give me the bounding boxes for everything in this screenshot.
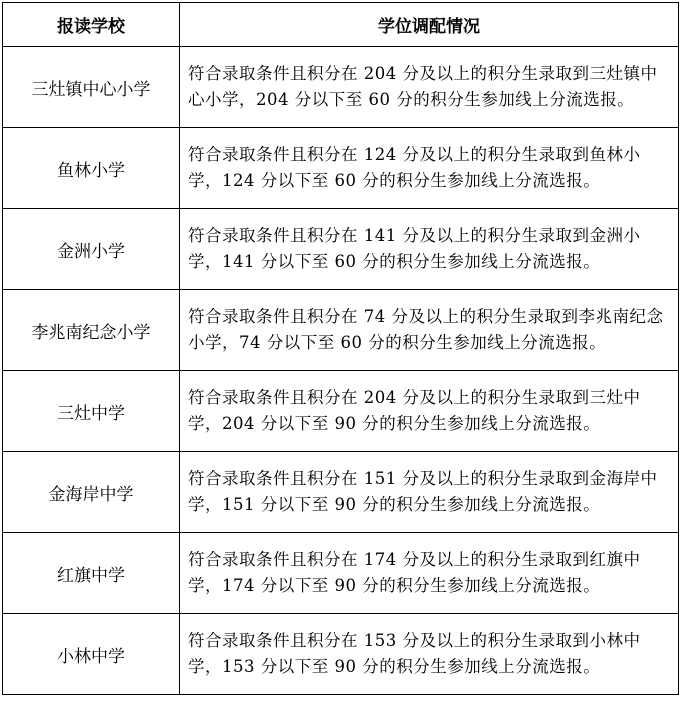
allocation-detail-cell: 符合录取条件且积分在 204 分及以上的积分生录取到三灶中学，204 分以下至 90 分的积分生参加线上分流选报。 (180, 371, 679, 452)
allocation-detail-cell: 符合录取条件且积分在 151 分及以上的积分生录取到金海岸中学，151 分以下至 90 分的积分生参加线上分流选报。 (180, 452, 679, 533)
allocation-detail-cell: 符合录取条件且积分在 124 分及以上的积分生录取到鱼林小学，124 分以下至 60 分的积分生参加线上分流选报。 (180, 128, 679, 209)
allocation-detail-cell: 符合录取条件且积分在 204 分及以上的积分生录取到三灶镇中心小学，204 分以下至 60 分的积分生参加线上分流选报。 (180, 47, 679, 128)
allocation-detail-cell: 符合录取条件且积分在 74 分及以上的积分生录取到李兆南纪念小学，74 分以下至 60 分的积分生参加线上分流选报。 (180, 290, 679, 371)
table-row (3, 290, 679, 371)
allocation-detail-cell: 符合录取条件且积分在 174 分及以上的积分生录取到红旗中学，174 分以下至 90 分的积分生参加线上分流选报。 (180, 533, 679, 614)
header-school: 报读学校 (3, 3, 180, 47)
header-row (3, 3, 679, 47)
table-row (3, 209, 679, 290)
allocation-detail-cell: 符合录取条件且积分在 141 分及以上的积分生录取到金洲小学，141 分以下至 60 分的积分生参加线上分流选报。 (180, 209, 679, 290)
table-row (3, 47, 679, 128)
school-name-cell: 金海岸中学 (3, 452, 180, 533)
school-name-cell: 三灶镇中心小学 (3, 47, 180, 128)
school-name-cell: 红旗中学 (3, 533, 180, 614)
table-row (3, 452, 679, 533)
school-name-cell: 三灶中学 (3, 371, 180, 452)
school-allocation-table (2, 2, 679, 695)
allocation-detail-cell: 符合录取条件且积分在 153 分及以上的积分生录取到小林中学，153 分以下至 90 分的积分生参加线上分流选报。 (180, 614, 679, 695)
table-row (3, 614, 679, 695)
header-allocation: 学位调配情况 (180, 3, 679, 47)
table-row (3, 371, 679, 452)
school-name-cell: 金洲小学 (3, 209, 180, 290)
school-name-cell: 李兆南纪念小学 (3, 290, 180, 371)
school-name-cell: 小林中学 (3, 614, 180, 695)
table-row (3, 128, 679, 209)
table-row (3, 533, 679, 614)
school-name-cell: 鱼林小学 (3, 128, 180, 209)
